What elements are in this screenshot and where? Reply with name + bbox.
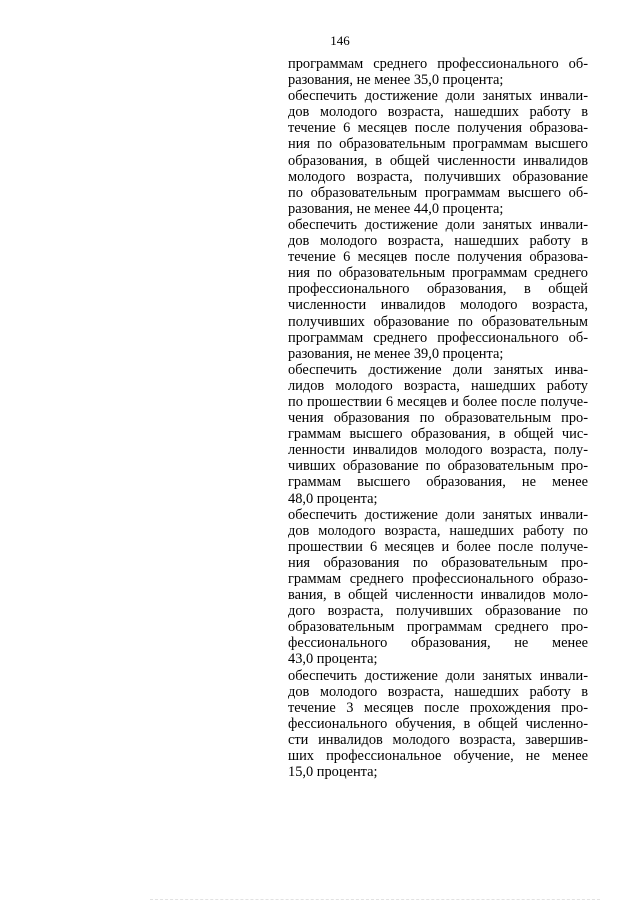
text-line: течение 6 месяцев после получения образова- [288,120,588,137]
text-line: лидов молодого возраста, нашедших работу [288,377,588,394]
text-line: прошествии 6 месяцев и более после получе- [288,538,588,555]
text-line: образования, в общей численности инвалидов [288,152,588,169]
page-number: 146 [330,33,350,48]
text-line: программам среднего профессионального об- [288,56,588,72]
text-line: обеспечить достижение доли занятых инвали- [288,506,588,523]
text-line: ния по образовательным программам высшего [288,136,588,153]
text-line: граммам высшего образования, в общей чис- [288,426,588,443]
text-line: фессионального обучения, в общей численно- [288,715,588,732]
text-line: ния образования по образовательным про- [288,554,588,571]
text-line: по прошествии 6 месяцев и более после получе- [288,393,588,410]
text-line: численности инвалидов молодого возраста, [288,297,588,314]
text-line: дов молодого возраста, нашедших работу в [288,104,588,121]
footer-scan-marks [150,899,600,904]
text-line: программам среднего профессионального об- [288,329,588,346]
text-line: разования, не менее 35,0 процента; [288,72,504,89]
text-line: профессионального образования, в общей [288,281,588,298]
text-line: дого возраста, получивших образование по [288,603,588,620]
document-body [288,56,588,780]
text-line: обеспечить достижение доли занятых инвали- [288,88,588,105]
text-line: 15,0 процента; [288,764,378,781]
text-line: обеспечить достижение доли занятых инвали- [288,216,588,233]
text-line: течение 3 месяцев после прохождения про- [288,699,588,716]
text-line: обеспечить достижение доли занятых инва- [288,361,588,378]
text-line: ния по образовательным программам среднего [288,265,588,282]
text-line: образовательным программам среднего про- [288,619,588,636]
text-line: 43,0 процента; [288,651,378,668]
text-line: сти инвалидов молодого возраста, завершив- [288,731,588,748]
text-line: дов молодого возраста, нашедших работу в [288,683,588,700]
text-line: чения образования по образовательным про- [288,410,588,427]
text-line: ленности инвалидов молодого возраста, полу- [288,442,588,459]
text-line: ших профессиональное обучение, не менее [288,748,588,765]
text-line: 48,0 процента; [288,490,378,507]
text-line: обеспечить достижение доли занятых инвали- [288,667,588,684]
text-line: молодого возраста, получивших образование [288,168,588,185]
text-line: дов молодого возраста, нашедших работу в [288,233,588,250]
text-line: разования, не менее 44,0 процента; [288,200,504,217]
text-line: граммам среднего профессионального образо- [288,571,588,587]
text-line: по образовательным программам высшего об- [288,184,588,201]
text-line: дов молодого возраста, нашедших работу по [288,522,588,539]
text-line: разования, не менее 39,0 процента; [288,345,504,362]
text-line: течение 6 месяцев после получения образова- [288,249,588,266]
text-line: чивших образование по образовательным про- [288,458,588,475]
text-line: граммам высшего образования, не менее [288,474,588,491]
text-line: получивших образование по образовательным [288,313,588,330]
text-line: вания, в общей численности инвалидов моло- [288,587,588,604]
text-line: фессионального образования, не менее [288,635,588,652]
